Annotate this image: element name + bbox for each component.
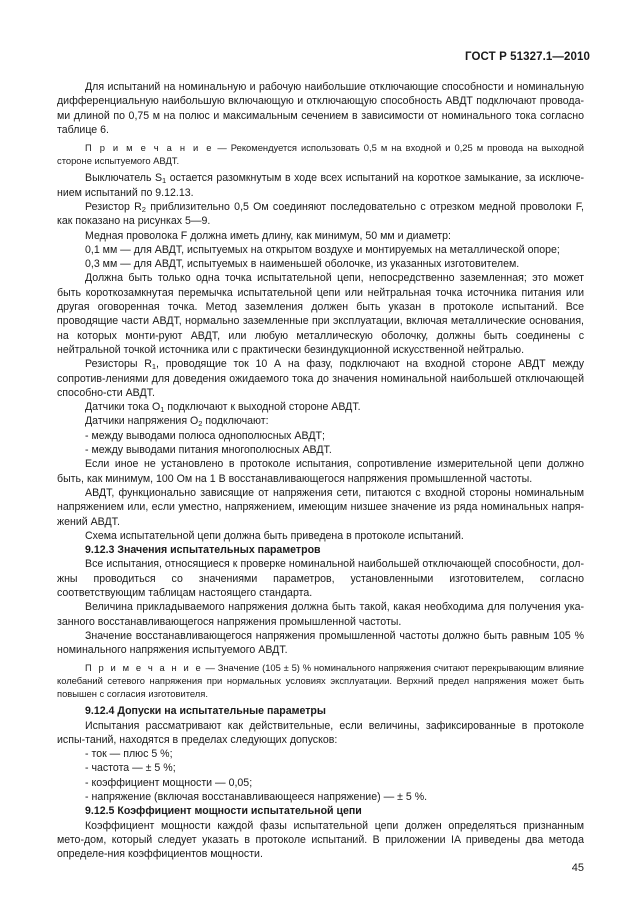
- note-text: — Значение (105 ± 5) % номинального напряжения считают перекрывающим влияние колебаний сетевого напряжения при нормальных условиях эксплуатации. Верхний предел напряжения может быть повышен с согласия изготовителя.: [57, 662, 584, 699]
- paragraph: Должна быть только одна точка испытательной цепи, непосредственно заземленная; это может быть короткозамкнутая перемычка испытательной цепи или нейтральная точка источника питания или другая оговоренная точка. Метод заземления должен быть указан в протоколе испытаний. Все проводящие части АВДТ, нормально заземленные при эксплуатации, включая металлические основания, на которых монти-руют АВДТ, или любую металлическую оболочку, должны быть соединены с нейтральной точкой источника или с практически безиндукционной искусственной нейтралью.: [57, 272, 584, 356]
- text-segment: Датчики тока O: [85, 401, 161, 414]
- paragraph: Испытания рассматривают как действительные, если величины, зафиксированные в протоколе испы-таний, находятся в пределах следующих допусков:: [57, 719, 584, 746]
- paragraph: Если иное не установлено в протоколе испытания, сопротивление измерительной цепи должно быть, как минимум, 100 Ом на 1 В восстанавливающегося напряжения промышленной частоты.: [57, 458, 584, 485]
- paragraph: Медная проволока F должна иметь длину, как минимум, 50 мм и диаметр:: [85, 229, 451, 242]
- subscript: 2: [141, 204, 146, 214]
- page-number: 45: [571, 862, 584, 874]
- paragraph: [57, 414, 584, 428]
- section-heading: 9.12.3 Значения испытательных параметров: [85, 544, 321, 557]
- text-segment: Резисторы R: [85, 358, 152, 371]
- paragraph: Все испытания, относящиеся к проверке номинальной наибольшей отключающей способности, дол-жны проводиться со значениями параметров, установленными изготовителем, согласно соответствующим таблицам настоящего стандарта.: [57, 558, 584, 599]
- text-segment: Выключатель S: [85, 172, 163, 185]
- text-segment: остается разомкнутым в ходе всех испытаний на короткое замыкание, за исключе-нием испытаний по 9.12.13.: [57, 172, 584, 199]
- note: [57, 142, 584, 167]
- text-segment: , проводящие ток 10 А на фазу, подключают на входной стороне АВДТ между сопротив-лениями для доведения ожидаемого тока до значения номинальной наибольшей отключающей способно-сти АВДТ.: [57, 358, 584, 399]
- paragraph: 0,1 мм — для АВДТ, испытуемых на открытом воздухе и монтируемых на металлической опоре;: [85, 243, 560, 256]
- paragraph: Величина прикладываемого напряжения должна быть такой, какая необходима для получения ука-занного восстанавливающегося напряжения промышленной частоты.: [57, 601, 584, 628]
- section-heading: 9.12.5 Коэффициент мощности испытательной цепи: [85, 805, 362, 818]
- paragraph: Коэффициент мощности каждой фазы испытательной цепи должен определяться признанным мето-дом, который следует указать в протоколе испытаний. В приложении IA приведены два метода определе-ния коэффициентов мощности.: [57, 819, 584, 861]
- standard-header: ГОСТ Р 51327.1—2010: [465, 51, 590, 63]
- list-item: - коэффициент мощности — 0,05;: [85, 776, 253, 789]
- paragraph: Значение восстанавливающегося напряжения промышленной частоты должно быть равным 105 % номинального напряжения испытуемого АВДТ.: [57, 629, 584, 657]
- list-item: - напряжение (включая восстанавливающееся напряжение) — ± 5 %.: [85, 791, 428, 804]
- paragraph: [57, 400, 584, 414]
- text-segment: Датчики напряжения O: [85, 415, 199, 428]
- paragraph: [57, 200, 584, 229]
- paragraph: Схема испытательной цепи должна быть приведена в протоколе испытаний.: [85, 529, 464, 542]
- subscript: 1: [151, 362, 157, 372]
- list-item: - между выводами питания многополюсных АВДТ.: [85, 444, 332, 457]
- list-item: - между выводами полюса однополюсных АВДТ;: [85, 429, 325, 442]
- paragraph: [57, 171, 584, 200]
- subscript: 1: [162, 176, 167, 186]
- list-item: - ток — плюс 5 %;: [85, 748, 173, 761]
- subscript: 2: [198, 419, 203, 429]
- note: [57, 662, 584, 700]
- text-segment: подключают к выходной стороне АВДТ.: [164, 401, 361, 414]
- note-label: П р и м е ч а н и е: [85, 142, 214, 154]
- section-heading: 9.12.4 Допуски на испытательные параметры: [85, 705, 326, 718]
- note-label: П р и м е ч а н и е: [85, 662, 203, 674]
- text-segment: приблизительно 0,5 Ом соединяют последовательно с отрезком медной проволоки F, как показано на рисунках 5—9.: [57, 200, 584, 228]
- text-segment: подключают:: [202, 415, 269, 428]
- paragraph: [57, 357, 584, 400]
- page-content: [57, 80, 584, 862]
- paragraph: Для испытаний на номинальную и рабочую наибольшие отключающие способности и номинальную дифференциальную наибольшую включающую и отключающую способность АВДТ подключают провода-ми длиной по 0,75 м на полюс и максимальным сечением в зависимости от номинального тока согласно таблице 6.: [57, 81, 584, 136]
- note-text: — Рекомендуется использовать 0,5 м на входной и 0,25 м провода на выходной стороне испытуемого АВДТ.: [57, 142, 584, 166]
- subscript: 1: [160, 405, 165, 415]
- text-segment: Резистор R: [85, 200, 142, 213]
- list-item: - частота — ± 5 %;: [85, 762, 176, 775]
- paragraph: 0,3 мм — для АВДТ, испытуемых в наименьшей оболочке, из указанных изготовителем.: [85, 258, 520, 271]
- paragraph: АВДТ, функционально зависящие от напряжения сети, питаются с входной стороны номинальным напряжением или, если уместно, напряжением, имеющим низшее значение из ряда номинальных напря-жений АВДТ.: [57, 486, 584, 528]
